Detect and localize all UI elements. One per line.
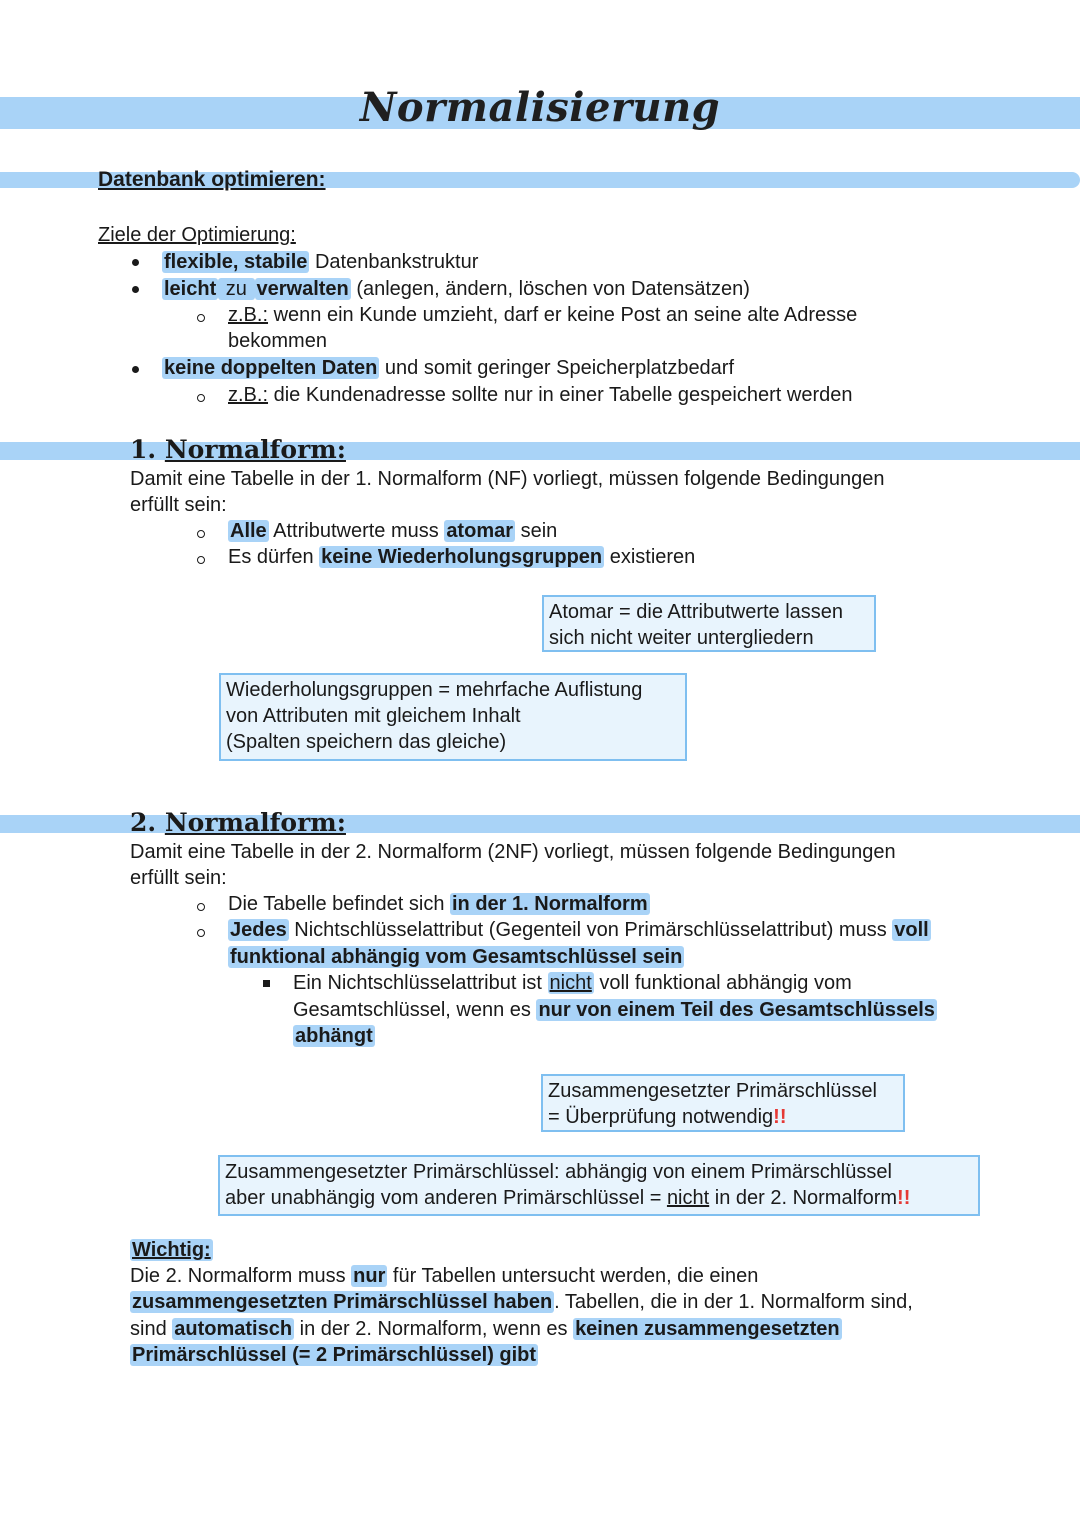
ziel-1 [162,249,478,275]
highlight: funktional abhängig vom Gesamtschlüssel sein [230,946,683,968]
text: in der 2. Normalform [709,1187,898,1209]
highlight: zusammengesetzten Primärschlüssel haben [132,1291,553,1313]
highlight: zu [220,278,253,300]
text: Datenbankstruktur [309,251,479,273]
ziel-3-example [228,382,852,408]
nf1-condition-1 [228,518,557,544]
text: voll funktional abhängig vom [593,972,852,994]
ziel-2 [162,276,750,302]
highlight: keine doppelten Daten [164,357,378,379]
highlight: verwalten [256,278,349,300]
text: wenn ein Kunde umzieht, darf er keine Post an seine alte Adresse [268,304,858,326]
note-line: Zusammengesetzter Primärschlüssel: abhängig von einem Primärschlüssel [225,1161,892,1183]
alert-icon: !! [897,1187,911,1209]
text: in der 2. Normalform, wenn es [294,1318,574,1340]
heading-number: 1. [130,435,157,464]
bullet [132,366,139,373]
highlight: atomar [446,520,514,542]
wichtig-line-2 [130,1289,913,1315]
text: Nichtschlüsselattribut (Gegenteil von Primärschlüsselattribut) muss [288,919,893,941]
nf1-intro: Damit eine Tabelle in der 1. Normalform (NF) vorliegt, müssen folgende Bedingungen [130,468,885,490]
sub-bullet [197,929,205,937]
unabhaengig-note [218,1155,980,1216]
highlight: automatisch [174,1318,293,1340]
text: Die 2. Normalform muss [130,1265,352,1287]
text: sind [130,1318,173,1340]
text: Die Tabelle befindet sich [228,893,450,915]
text: für Tabellen untersucht werden, die einen [387,1265,759,1287]
wiederholungsgruppen-note [219,673,687,761]
nf2-note-3 [293,1023,375,1049]
note-line [225,1185,973,1211]
note-line: sich nicht weiter untergliedern [549,627,814,649]
nf2-note-1 [293,970,852,996]
example-label: z.B.: [228,384,269,406]
alert-icon: !! [773,1106,787,1128]
text: und somit geringer Speicherplatzbedarf [379,357,735,379]
nf2-condition-2 [228,917,931,943]
text: sein [515,520,558,542]
nf2-heading [130,808,346,838]
text: die Kundenadresse sollte nur in einer Tabelle gespeichert werden [268,384,853,406]
note-line: Zusammengesetzter Primärschlüssel [548,1080,877,1102]
highlight: Primärschlüssel (= 2 Primärschlüssel) gibt [132,1344,537,1366]
highlight: Alle [230,520,267,542]
note-line: Wiederholungsgruppen = mehrfache Auflistung [226,679,643,701]
nf2-note-2 [293,997,937,1023]
highlight: nur von einem Teil des Gesamtschlüssels [538,999,935,1021]
highlight: keine Wiederholungsgruppen [321,546,603,568]
note-line: von Attributen mit gleichem Inhalt [226,705,521,727]
text: . Tabellen, die in der 1. Normalform sind, [554,1291,913,1313]
wichtig-line-3 [130,1316,842,1342]
highlight: leicht [164,278,217,300]
wichtig-line-4 [130,1342,538,1368]
highlight: keinen zusammengesetzten [575,1318,840,1340]
note-line [548,1104,898,1130]
text: Es dürfen [228,546,320,568]
primaerschluessel-note [541,1074,905,1132]
text: aber unabhängig vom anderen Primärschlüssel = [225,1187,667,1209]
text: Ein Nichtschlüsselattribut ist [293,972,548,994]
highlight: Jedes [230,919,287,941]
text: existieren [604,546,696,568]
nf1-heading [130,435,346,465]
highlight: nur [353,1265,386,1287]
highlight: abhängt [295,1025,373,1047]
heading-number: 2. [130,808,157,837]
ziel-2-example-cont: bekommen [228,330,327,352]
page-title: Normalisierung [359,84,721,131]
nf1-intro-cont: erfüllt sein: [130,494,227,516]
note-line: Atomar = die Attributwerte lassen [549,601,844,623]
sub-bullet [197,903,205,911]
nf2-intro: Damit eine Tabelle in der 2. Normalform (2NF) vorliegt, müssen folgende Bedingungen [130,841,896,863]
text: Attributwerte muss [268,520,445,542]
sub-bullet [197,394,205,402]
highlight: voll [894,919,929,941]
highlight: nicht [549,972,592,994]
section-heading: Datenbank optimieren: [98,168,326,191]
nf1-condition-2 [228,544,695,570]
ziel-2-example [228,302,857,328]
highlight: Wichtig: [132,1239,211,1261]
example-label: z.B.: [228,304,269,326]
highlight: in der 1. Normalform [452,893,648,915]
sub-bullet [197,314,205,322]
nf2-condition-1 [228,891,650,917]
text: Gesamtschlüssel, wenn es [293,999,537,1021]
wichtig-line-1 [130,1263,758,1289]
emphasis: nicht [666,1187,710,1209]
heading-text: Normalform: [164,808,346,837]
bullet [132,286,139,293]
text: = Überprüfung notwendig [548,1106,774,1128]
ziel-3 [162,355,734,381]
sub-bullet [197,556,205,564]
sub-bullet [197,530,205,538]
nf2-condition-2-cont [228,944,684,970]
bullet [132,259,139,266]
highlight: flexible, stabile [164,251,308,273]
wichtig-label [130,1237,213,1263]
heading-text: Normalform: [164,435,346,464]
sub-sub-bullet [263,980,270,987]
atomar-note [542,595,876,652]
note-line: (Spalten speichern das gleiche) [226,731,507,753]
text: (anlegen, ändern, löschen von Datensätzen) [350,278,750,300]
ziele-label: Ziele der Optimierung: [98,224,296,246]
nf2-intro-cont: erfüllt sein: [130,867,227,889]
